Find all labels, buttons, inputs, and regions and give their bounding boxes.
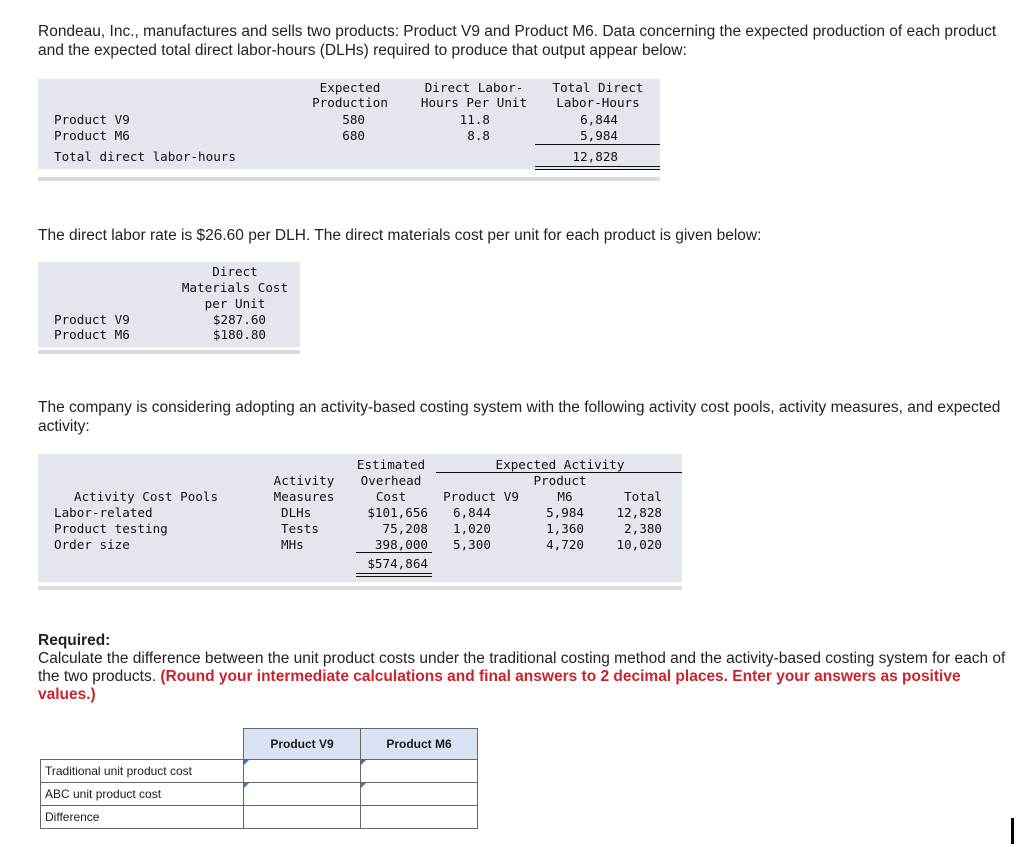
row-label-traditional: Traditional unit product cost (41, 760, 244, 783)
row-label: Product M6 (54, 327, 130, 342)
input-marker-icon (361, 760, 366, 765)
pool-label: Order size (54, 537, 130, 552)
m6-value: 1,360 (546, 521, 584, 536)
row-label: Product M6 (54, 128, 130, 143)
header-measures: Measures (273, 489, 335, 504)
header-direct-labor: Direct Labor- (424, 80, 524, 95)
total-value: 10,020 (616, 537, 662, 552)
total-value: 2,380 (624, 521, 662, 536)
row-rate: 11.8 (459, 112, 490, 127)
table-divider (38, 177, 660, 181)
traditional-v9-input[interactable] (244, 761, 360, 782)
abc-text: The company is considering adopting an activity-based costing system with the following activity cost pools, activity measures, and expected activity: (38, 399, 1001, 435)
header-empty-cell (41, 729, 244, 760)
total-value: 12,828 (616, 505, 662, 520)
subtotal-underline (535, 144, 660, 145)
labor-rate-text: The direct labor rate is $26.60 per DLH. The direct materials cost per unit for each product is given below: (38, 227, 762, 244)
cell-abc-m6 (361, 783, 478, 806)
required-text: Calculate the difference between the unit product costs under the traditional costing method and the activity-based costing system for each of the two products. (38, 650, 1006, 685)
row-total: 5,984 (580, 128, 618, 143)
pool-label: Product testing (54, 521, 168, 536)
intro-text: Rondeau, Inc., manufactures and sells two products: Product V9 and Product M6. Data concerning the expected production of each product and the expected total direct labor-hours (DLHs) required to produce that output appear below: (38, 23, 997, 59)
answer-table (40, 728, 478, 829)
header-estimated: Estimated (356, 457, 426, 472)
cost-double-underline (356, 573, 432, 577)
input-marker-icon (244, 760, 249, 765)
header-product-v9: Product V9 (443, 489, 519, 504)
m6-value: 5,984 (546, 505, 584, 520)
header-materials-cost: Materials Cost (181, 280, 289, 295)
answer-row (41, 760, 478, 783)
cost-value: 75,208 (382, 521, 428, 536)
answer-row (41, 783, 478, 806)
row-total: 6,844 (580, 112, 618, 127)
cell-traditional-v9 (244, 760, 361, 783)
row-value: $287.60 (212, 312, 266, 327)
cell-abc-v9 (244, 783, 361, 806)
table-divider (38, 350, 300, 354)
difference-v9-input[interactable] (244, 807, 360, 828)
required-section (38, 632, 1010, 704)
header-hours-per-unit: Hours Per Unit (420, 95, 528, 110)
header-per-unit: per Unit (204, 296, 266, 311)
v9-value: 1,020 (453, 521, 491, 536)
row-label-abc: ABC unit product cost (41, 783, 244, 806)
header-cost: Cost (375, 489, 407, 504)
col-header-m6: Product M6 (361, 729, 478, 760)
input-marker-icon (244, 783, 249, 788)
row-label: Product V9 (54, 312, 130, 327)
difference-m6-input[interactable] (361, 807, 477, 828)
row-label: Product V9 (54, 112, 130, 127)
measure-label: DLHs (281, 505, 312, 520)
m6-value: 4,720 (546, 537, 584, 552)
header-labor-hours: Labor-Hours (556, 95, 640, 110)
col-header-v9: Product V9 (244, 729, 361, 760)
cell-difference-m6 (361, 806, 478, 829)
v9-value: 5,300 (453, 537, 491, 552)
header-production: Production (312, 95, 388, 110)
header-activity: Activity (273, 473, 335, 488)
cell-difference-v9 (244, 806, 361, 829)
measure-label: Tests (281, 521, 319, 536)
header-expected-activity: Expected Activity (495, 457, 625, 472)
abc-m6-input[interactable] (361, 784, 477, 805)
row-label-difference: Difference (41, 806, 244, 829)
row-rate: 8.8 (467, 128, 490, 143)
traditional-m6-input[interactable] (361, 761, 477, 782)
cost-value: 398,000 (374, 537, 428, 552)
abc-v9-input[interactable] (244, 784, 360, 805)
table-divider (38, 586, 682, 590)
total-value: 12,828 (572, 149, 618, 164)
cost-underline (356, 552, 432, 553)
answer-header-row (41, 729, 478, 760)
pool-label: Labor-related (54, 505, 153, 520)
header-total-direct: Total Direct (552, 80, 644, 95)
row-value: $180.80 (212, 327, 266, 342)
v9-value: 6,844 (453, 505, 491, 520)
cost-total: $574,864 (367, 556, 428, 571)
cell-traditional-m6 (361, 760, 478, 783)
header-total: Total (624, 489, 662, 504)
header-overhead: Overhead (360, 473, 422, 488)
header-m6: M6 (557, 489, 573, 504)
cost-value: $101,656 (367, 505, 428, 520)
row-production: 680 (342, 128, 365, 143)
total-double-underline (535, 166, 660, 170)
header-activity-cost-pools: Activity Cost Pools (74, 489, 219, 504)
header-expected: Expected (319, 80, 381, 95)
measure-label: MHs (281, 537, 304, 552)
total-label: Total direct labor-hours (54, 149, 236, 164)
required-title: Required: (38, 632, 111, 649)
row-production: 580 (342, 112, 365, 127)
header-product: Product (533, 473, 587, 488)
input-marker-icon (361, 783, 366, 788)
header-direct: Direct (212, 264, 258, 279)
text-cursor (1011, 818, 1014, 844)
required-instruction: (Round your intermediate calculations and final answers to 2 decimal places. Enter your answers as positive values.) (38, 668, 961, 703)
answer-row (41, 806, 478, 829)
